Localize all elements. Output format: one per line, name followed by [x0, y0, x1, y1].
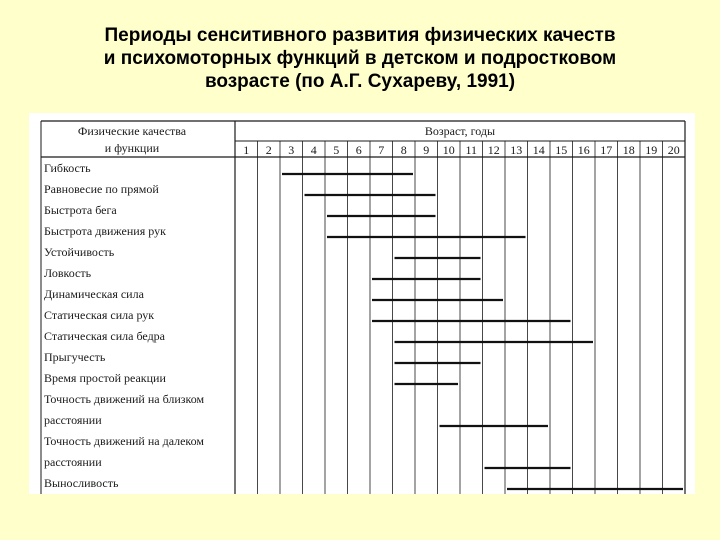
sensitive-periods-table	[29, 113, 695, 494]
age-number: 11	[465, 143, 478, 157]
row-label: Равновесие по прямой	[44, 182, 159, 196]
age-number: 6	[355, 143, 362, 157]
table-texts	[44, 124, 680, 490]
age-number: 12	[487, 143, 500, 157]
age-number: 5	[333, 143, 340, 157]
row-label: расстоянии	[44, 455, 102, 469]
age-number: 19	[645, 143, 658, 157]
age-number: 1	[243, 143, 250, 157]
age-number: 15	[555, 143, 568, 157]
row-label: Статическая сила бедра	[44, 329, 166, 343]
row-label: Точность движений на далеком	[44, 434, 205, 448]
header-age-title: Возраст, годы	[424, 124, 496, 138]
row-label: Устойчивость	[44, 245, 115, 259]
age-number: 9	[423, 143, 430, 157]
age-number: 16	[577, 143, 590, 157]
age-number: 13	[510, 143, 523, 157]
slide-title	[20, 24, 700, 93]
row-label: Выносливость	[44, 476, 119, 490]
age-number: 4	[310, 143, 317, 157]
header-label-line-2: и функции	[104, 141, 160, 155]
age-number: 8	[400, 143, 407, 157]
title-line-1: Периоды сенситивного развития физических качеств	[104, 25, 616, 46]
row-label: Время простой реакции	[44, 371, 166, 385]
row-label: Статическая сила рук	[44, 308, 155, 322]
header-label-line-1: Физические качества	[77, 124, 187, 138]
row-label: Прыгучесть	[44, 350, 106, 364]
age-number: 18	[622, 143, 635, 157]
title-line-2: и психомоторных функций в детском и подростковом	[103, 48, 617, 69]
title-line-3: возрасте (по А.Г. Сухареву, 1991)	[204, 71, 516, 92]
row-label: Ловкость	[44, 266, 92, 280]
row-label: Динамическая сила	[44, 287, 144, 301]
age-number: 7	[378, 143, 385, 157]
age-number: 10	[442, 143, 455, 157]
row-label: расстоянии	[44, 413, 102, 427]
scanned-table-image	[29, 113, 695, 494]
age-number: 3	[288, 143, 295, 157]
row-label: Быстрота бега	[44, 203, 117, 217]
age-number: 17	[600, 143, 613, 157]
age-number: 20	[667, 143, 680, 157]
row-label: Гибкость	[44, 161, 91, 175]
row-label: Точность движений на близком	[44, 392, 205, 406]
row-label: Быстрота движения рук	[44, 224, 166, 238]
age-number: 2	[265, 143, 272, 157]
age-number: 14	[532, 143, 545, 157]
